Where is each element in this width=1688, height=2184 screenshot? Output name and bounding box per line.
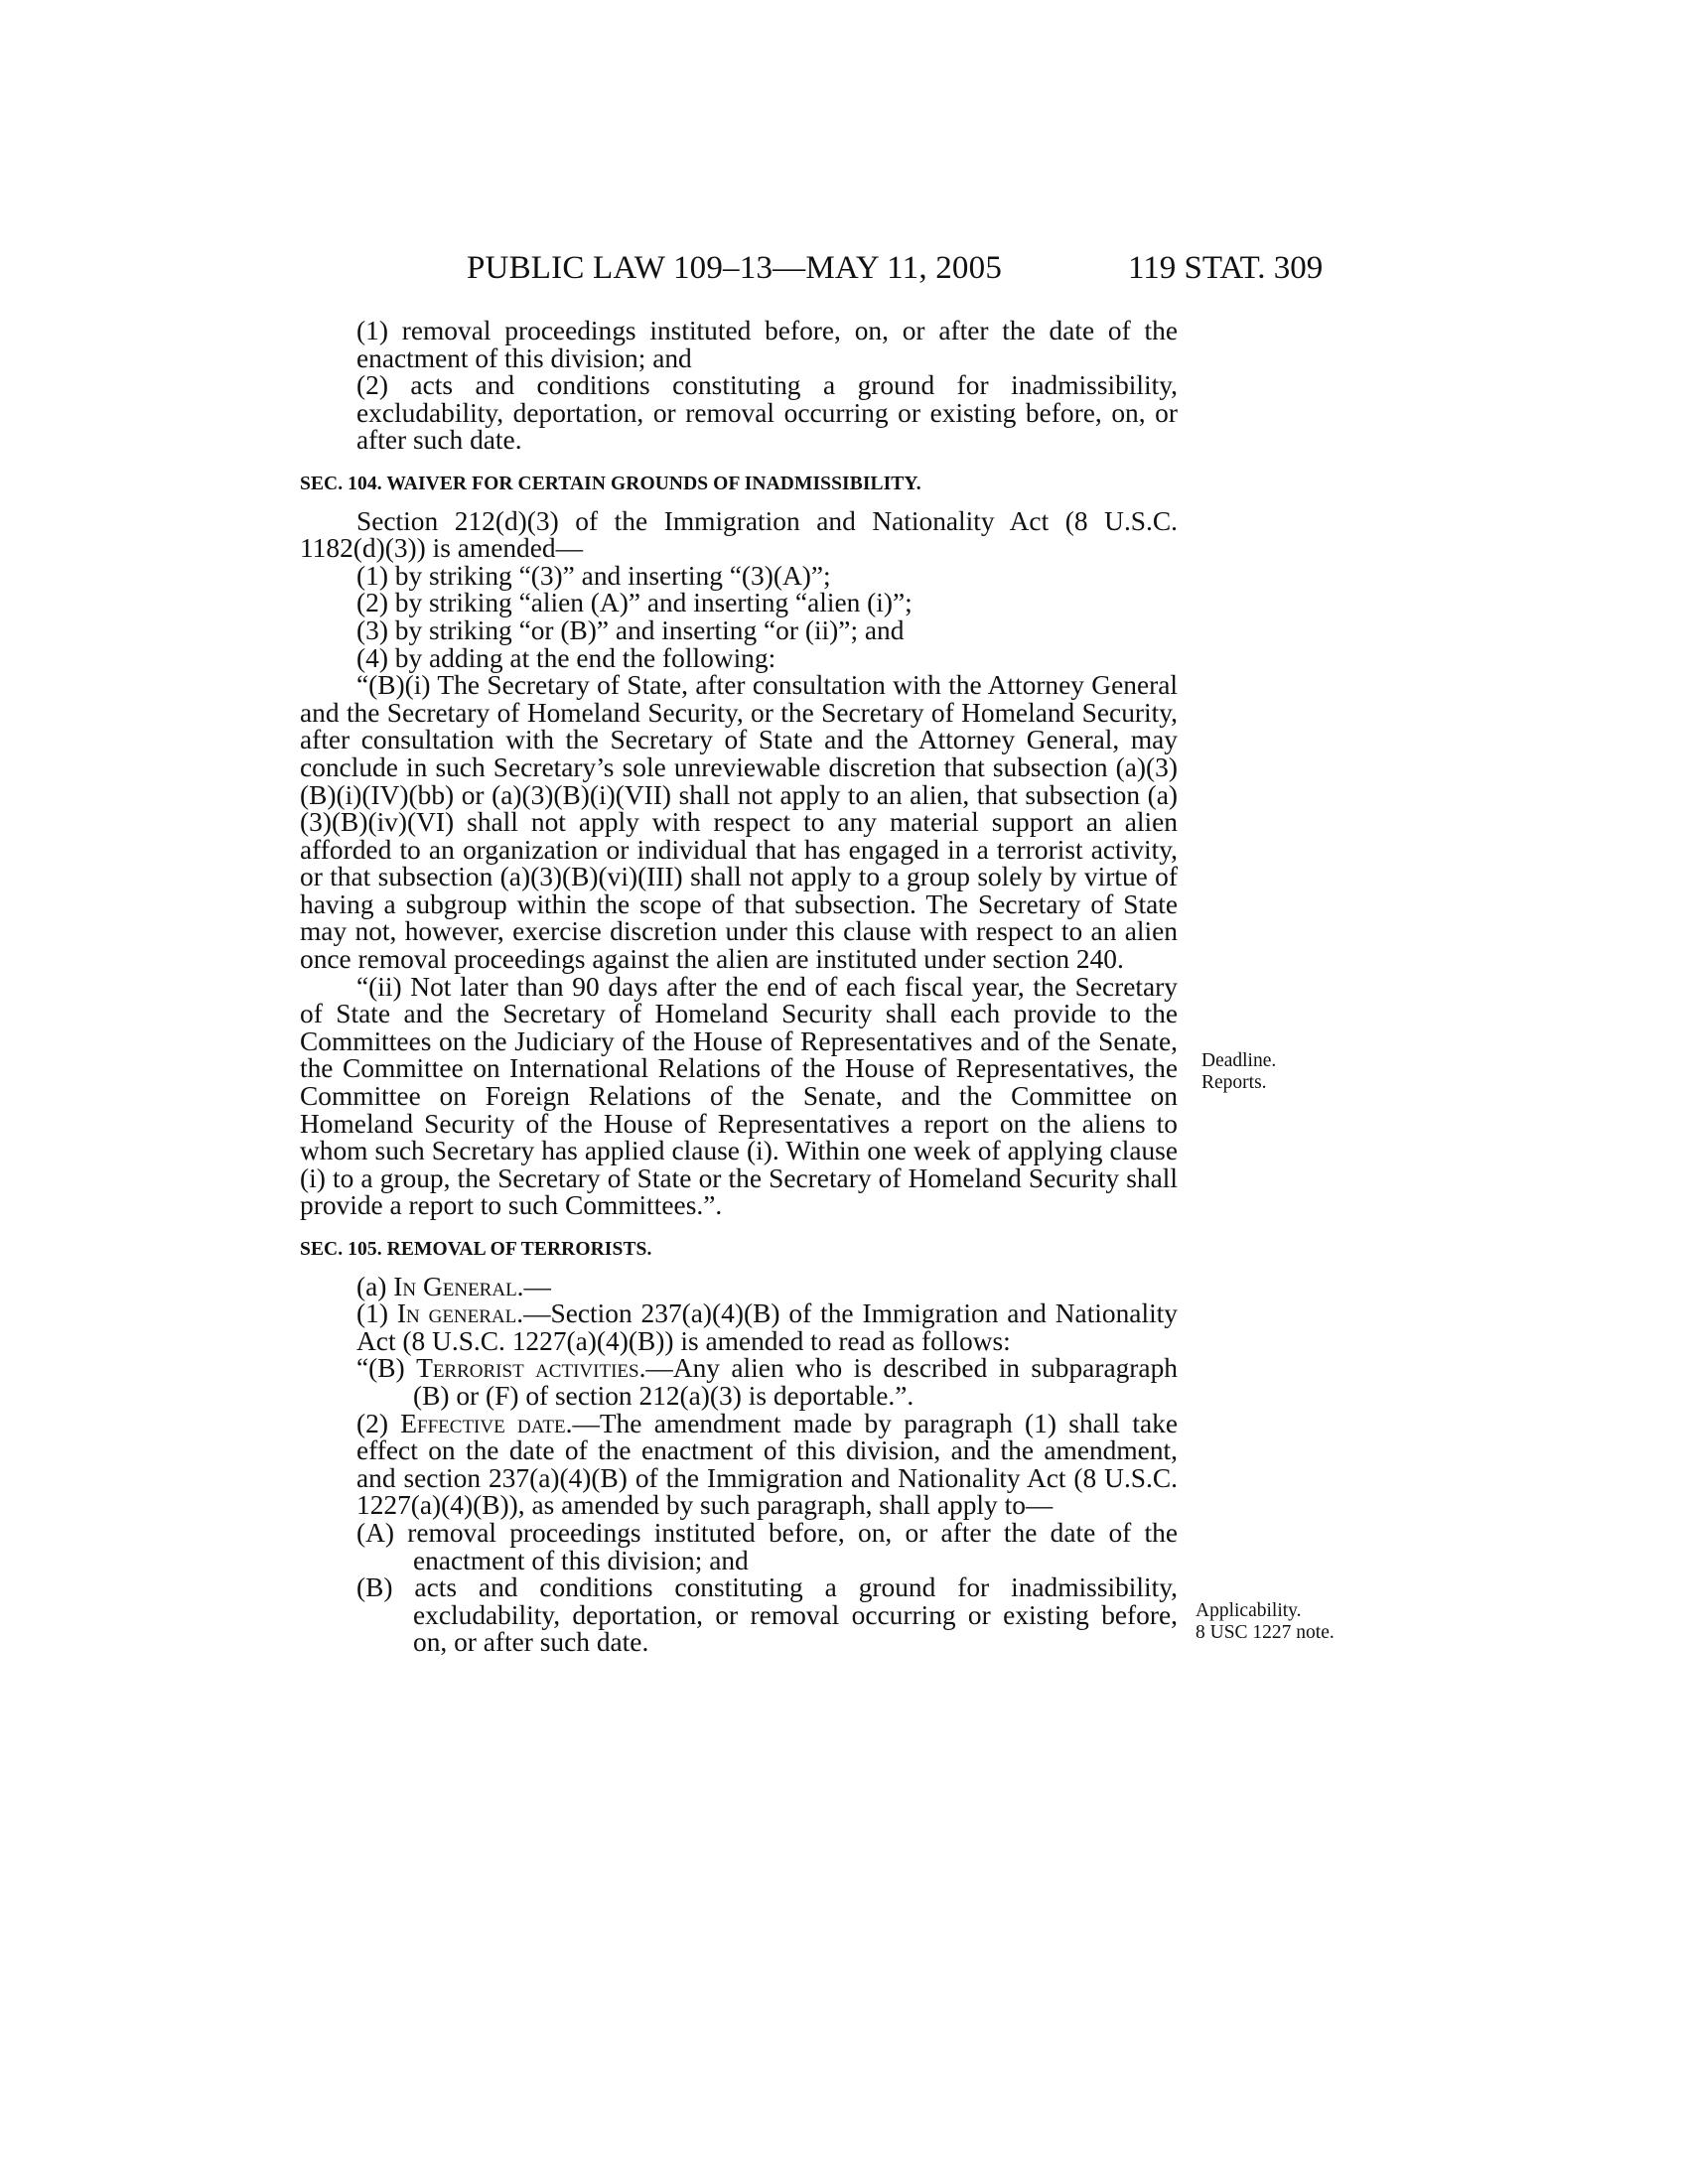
paragraph-top-2: (2) acts and conditions constituting a ground for inadmissibility, excludability, deportation, or removal occurring or existing before, on, or after such date.	[356, 370, 1178, 456]
margin-note-applicability	[1196, 1600, 1335, 1644]
sec104-item-3: (3) by striking “or (B)” and inserting “or (ii)”; and	[356, 614, 905, 645]
page-header-title: PUBLIC LAW 109–13—MAY 11, 2005	[467, 250, 1003, 286]
sec105-subsection-a	[300, 1271, 1178, 1301]
sec105-2-text: —The amendment made by paragraph (1) shall take effect on the date of the enactment of this division, and the amendment, and section 237(a)(4)(B) of the Immigration and Nationality Act (8 U.S.C. 1227(a)(4)(B)), as amended by such paragraph, shall apply to—	[356, 1408, 1178, 1521]
sec104-clause-ii: “(ii) Not later than 90 days after the end of each fiscal year, the Secretary of State and the Secretary of Homeland Security shall each provide to the Committees on the Judiciary of the House of Representatives and of the Senate, the Committee on International Relations of the House of Representatives, the Committee on Foreign Relations of the Senate, and the Committee on Homeland Security of the House of Representatives a report on the aliens to whom such Secretary has applied clause (i). Within one week of applying clause (i) to a group, the Secretary of State or the Secretary of Homeland Security shall provide a report to such Committees.”.	[300, 971, 1178, 1221]
sec105-B-text: —Any alien who is described in subparagraph (B) or (F) of section 212(a)(3) is deportable.”.	[413, 1353, 1178, 1411]
margin-note-deadline-text: Deadline.	[1201, 1050, 1277, 1071]
margin-note-usc-text: 8 USC 1227 note.	[1196, 1622, 1335, 1643]
sec105-1-num: (1)	[356, 1298, 388, 1329]
sec104-item-4: (4) by adding at the end the following:	[356, 642, 776, 673]
sec105-2-title: Effective date.	[400, 1408, 573, 1438]
sec105-1-title: In general.	[396, 1298, 524, 1329]
sec105-a-title: In General.	[393, 1271, 524, 1301]
sec104-item-1: (1) by striking “(3)” and inserting “(3)(A)”;	[356, 560, 831, 591]
paragraph-top-1: (1) removal proceedings instituted before, on, or after the date of the enactment of this division; and	[356, 316, 1178, 373]
sec105-a-num: (a)	[356, 1271, 387, 1301]
sec104-clause-b-i: “(B)(i) The Secretary of State, after consultation with the Attorney General and the Secretary of Homeland Security, or the Secretary of Homeland Security, after consultation with the Secretary of State and the Attorney General, may conclude in such Secretary’s sole unreviewable discretion that subsection (a)(3)(B)(i)(IV)(bb) or (a)(3)(B)(i)(VII) shall not apply to an alien, that subsection (a)(3)(B)(iv)(VI) shall not apply with respect to any material support an alien afforded to an organization or individual that has engaged in a terrorist activity, or that subsection (a)(3)(B)(vi)(III) shall not apply to a group solely by virtue of having a subgroup within the scope of that subsection. The Secretary of State may not, however, exercise discretion under this clause with respect to an alien once removal proceedings against the alien are instituted under section 240.	[300, 670, 1178, 975]
sec104-intro: Section 212(d)(3) of the Immigration and Nationality Act (8 U.S.C. 1182(d)(3)) is amended—	[300, 505, 1178, 564]
sec105-paragraph-2	[300, 1408, 1178, 1521]
sec105-subparagraph-b: (B) acts and conditions constituting a ground for inadmissibility, excludability, deportation, or removal occurring or existing before, on, or after such date.	[356, 1572, 1178, 1658]
sec105-2-num: (2)	[356, 1408, 388, 1438]
section-104-heading: SEC. 104. WAIVER FOR CERTAIN GROUNDS OF INADMISSIBILITY.	[300, 473, 921, 494]
margin-note-deadline	[1201, 1050, 1276, 1094]
sec105-a-dash: —	[523, 1271, 551, 1301]
sec105-paragraph-1	[300, 1300, 1178, 1355]
margin-note-applicability-text: Applicability.	[1196, 1600, 1302, 1621]
sec105-B-title: Terrorist activities.	[416, 1353, 646, 1384]
section-105-heading: SEC. 105. REMOVAL OF TERRORISTS.	[300, 1239, 652, 1260]
sec105-subparagraph-a: (A) removal proceedings instituted before, on, or after the date of the enactment of this division; and	[356, 1517, 1178, 1575]
sec105-quoted-b	[300, 1355, 1178, 1410]
page-number-stat: 119 STAT. 309	[1128, 250, 1324, 286]
margin-note-reports-text: Reports.	[1201, 1072, 1267, 1093]
sec105-1-text: —Section 237(a)(4)(B) of the Immigration and Nationality Act (8 U.S.C. 1227(a)(4)(B)) is amended to read as follows:	[356, 1298, 1178, 1356]
sec104-item-2: (2) by striking “alien (A)” and inserting “alien (i)”;	[356, 588, 913, 618]
document-body	[300, 318, 1178, 1657]
sec105-B-num: “(B)	[356, 1353, 405, 1384]
